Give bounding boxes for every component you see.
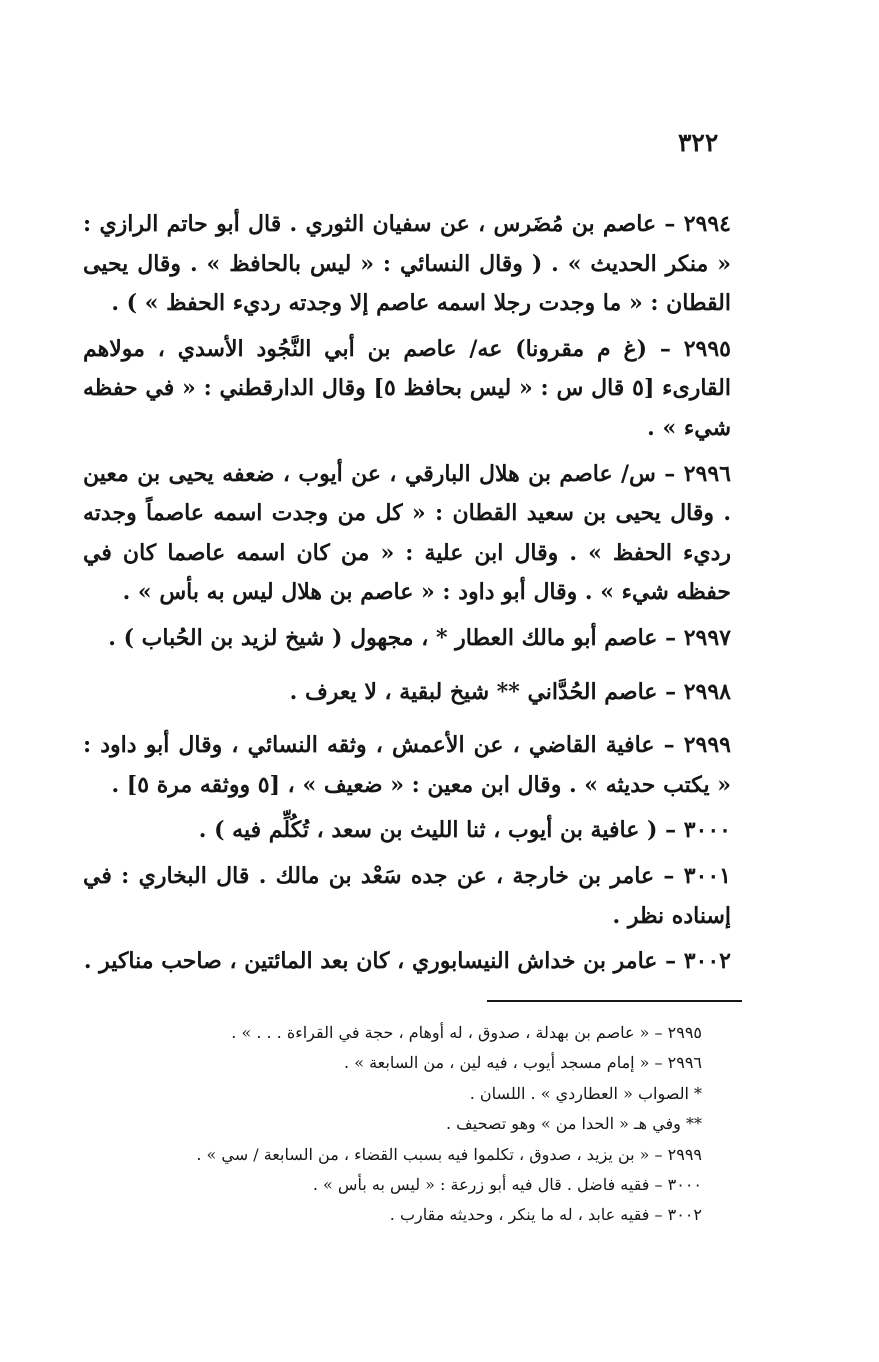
- entry-3000: ٣٠٠٠ – ( عافية بن أيوب ، ثنا الليث بن سعد ، تُكُلِّم فيه ) .: [198, 817, 731, 844]
- footnote-3002: ٣٠٠٢ – فقيه عابد ، له ما ينكر ، وحديثه مقارب .: [389, 1205, 702, 1225]
- footnotes: [92, 1018, 702, 1231]
- entry-2995: ٢٩٩٥ – (غ م مقرونا) عه/ عاصم بن أبي النَّجُود الأسدي ، مولاهم القارىء [٥ قال س : « ليس بحافظ ٥] وقال الدارقطني : « في حفظه شيء » .: [83, 335, 731, 441]
- entry-2996: ٢٩٩٦ – س/ عاصم بن هلال البارقي ، عن أيوب ، ضعفه يحيى بن معين . وقال يحيى بن سعيد القطان : « كل من وجدت اسمه عاصماً وجدته رديء الحفظ » . وقال ابن علية : « من كان اسمه عاصما كان في حفظه شيء » . وقال أبو داود : « عاصم بن هلال ليس به بأس » .: [83, 460, 731, 606]
- footnote-2996: ٢٩٩٦ – « إمام مسجد أيوب ، فيه لين ، من السابعة » .: [344, 1053, 702, 1073]
- footnote-3000: ٣٠٠٠ – فقيه فاضل . قال فيه أبو زرعة : « ليس به بأس » .: [312, 1174, 702, 1194]
- footnote-2999: ٢٩٩٩ – « بن يزيد ، صدوق ، تكلموا فيه بسبب القضاء ، من السابعة / سي » .: [196, 1144, 702, 1164]
- page-number: ٣٢٢: [678, 128, 719, 157]
- entry-2999: ٢٩٩٩ – عافية القاضي ، عن الأعمش ، وثقه النسائي ، وقال أبو داود : « يكتب حديثه » . وقال ابن معين : « ضعيف » ، [٥ ووثقه مرة ٥] .: [83, 732, 731, 798]
- footnote-double-star: ** وفي هـ « الحدا من » وهو تصحيف .: [446, 1114, 702, 1134]
- entry-2998: ٢٩٩٨ – عاصم الحُدَّاني ** شيخ لبقية ، لا يعرف .: [289, 678, 731, 705]
- main-text: [83, 205, 731, 988]
- footnote-separator: [487, 1000, 742, 1002]
- entry-2994: ٢٩٩٤ – عاصم بن مُضَرس ، عن سفيان الثوري . قال أبو حاتم الرازي : « منكر الحديث » . ( وقال النسائي : « ليس بالحافظ » . وقال يحيى القطان : « ما وجدت رجلا اسمه عاصم إلا وجدته رديء الحفظ » ) .: [83, 211, 731, 317]
- footnote-star: * الصواب « العطاردي » . اللسان .: [469, 1083, 702, 1103]
- entry-3001: ٣٠٠١ – عامر بن خارجة ، عن جده سَعْد بن مالك . قال البخاري : في إسناده نظر .: [83, 862, 731, 929]
- footnote-2995: ٢٩٩٥ – « عاصم بن بهدلة ، صدوق ، له أوهام ، حجة في القراءة . . . » .: [231, 1023, 702, 1042]
- entry-3002: ٣٠٠٢ – عامر بن خداش النيسابوري ، كان بعد المائتين ، صاحب مناكير .: [83, 948, 731, 975]
- entry-2997: ٢٩٩٧ – عاصم أبو مالك العطار * ، مجهول ( شيخ لزيد بن الحُباب ) .: [108, 624, 731, 651]
